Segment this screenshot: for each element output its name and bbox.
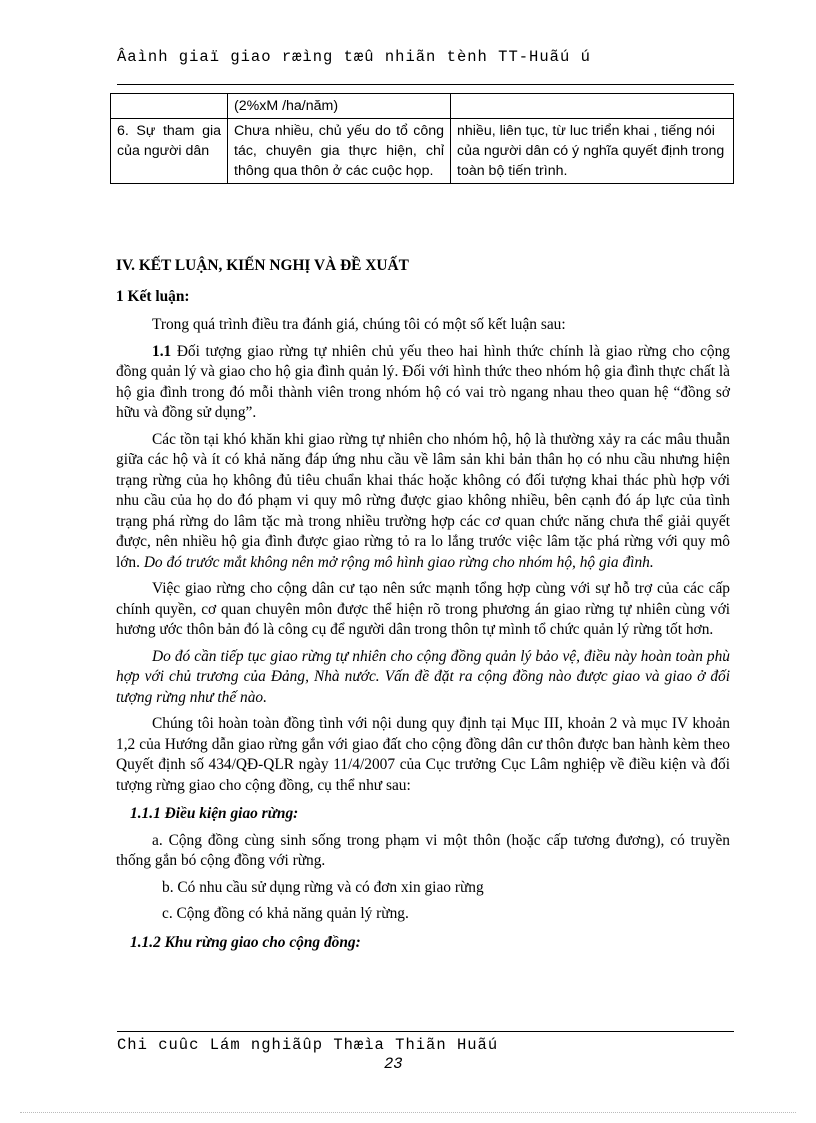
- comparison-table: [110, 93, 734, 184]
- table-cell: nhiều, liên tục, từ luc triển khai , tiếng nói của người dân có ý nghĩa quyết định trong toàn bộ tiến trình.: [451, 119, 734, 184]
- heading-1-1-2: 1.1.2 Khu rừng giao cho cộng đồng:: [130, 933, 361, 951]
- subsection-title: 1 Kết luận:: [116, 287, 190, 305]
- table-cell: 6. Sự tham gia của người dân: [111, 119, 228, 184]
- list-item-b: b. Có nhu cầu sử dụng rừng và có đơn xin giao rừng: [162, 878, 484, 896]
- paragraph-1-1: [116, 342, 730, 424]
- list-item-a: a. Cộng đồng cùng sinh sống trong phạm vi một thôn (hoặc cấp tương đương), có truyền thống gắn bó cộng đồng với rừng.: [116, 831, 730, 869]
- footer-rule: [117, 1031, 734, 1032]
- running-footer: Chi cuûc Lám nghiãûp Thæìa Thiãn Huãú: [117, 1036, 499, 1054]
- page-number: 23: [384, 1055, 403, 1073]
- table-cell: Chưa nhiều, chủ yếu do tổ công tác, chuyên gia thực hiện, chỉ thông qua thôn ở các cuộc họp.: [228, 119, 451, 184]
- paragraph-4: Do đó cần tiếp tục giao rừng tự nhiên cho cộng đồng quản lý bảo vệ, điều này hoàn toàn phù hợp với chủ trương của Đảng, Nhà nước. Vấn đề đặt ra cộng đồng nào được giao và giao ở đối tượng rừng như thế nào.: [116, 647, 730, 706]
- paragraph-number: 1.1: [152, 342, 172, 360]
- heading-1-1-1: 1.1.1 Điều kiện giao rừng:: [130, 805, 299, 822]
- table-cell: [451, 94, 734, 119]
- list-item-c: c. Cộng đồng có khả năng quản lý rừng.: [162, 905, 409, 922]
- paragraph-5: Chúng tôi hoàn toàn đồng tình với nội dung quy định tại Mục III, khoản 2 và mục IV khoản 1,2 của Hướng dẫn giao rừng gắn với giao đất cho cộng đồng dân cư thôn được ban hành kèm theo Quyết định số 434/QĐ-QLR ngày 11/4/2007 của Cục trưởng Cục Lâm nghiệp về điều kiện và đối tượng rừng giao cho cộng đồng, cụ thể như sau:: [116, 715, 730, 794]
- table-cell: (2%xM /ha/năm): [228, 94, 451, 119]
- emphasis-text: Do đó trước mắt không nên mở rộng mô hình giao rừng cho nhóm hộ, hộ gia đình.: [143, 553, 654, 571]
- paragraph-2: [116, 430, 730, 574]
- header-rule: [117, 84, 734, 85]
- document-body: [116, 256, 730, 953]
- paragraph-text: Các tồn tại khó khăn khi giao rừng tự nhiên cho nhóm hộ, hộ là thường xảy ra các mâu thuẫn giữa các hộ và ít có khả năng đáp ứng nhu cầu về lâm sản khi bản thân họ có nhu cầu nhưng hiện trạng rừng của họ không đủ tiêu chuẩn khai thác hoặc không có đối tượng khai thác phù hợp với nhu cầu của họ do đó phạm vi quy mô rừng được giao không nhiều, bên cạnh đó áp lực của tình trạng phá rừng do lâm tặc mà trong nhiều trường hợp các cơ quan chức năng chưa thể giải quyết được, nên nhiều hộ gia đình được giao rừng tỏ ra lo lắng trước việc lâm tặc phá rừng với quy mô lớn.: [116, 430, 730, 571]
- paragraph-3: Việc giao rừng cho cộng dân cư tạo nên sức mạnh tổng hợp cùng với sự hỗ trợ của các cấp chính quyền, cơ quan chuyên môn được thể hiện rõ trong phương án giao rừng tự nhiên cùng với hương ước thôn bản đó là công cụ để người dân trong thôn tự mình tổ chức quản lý rừng tốt hơn.: [116, 580, 730, 638]
- table-row: [111, 119, 734, 184]
- intro-paragraph: Trong quá trình điều tra đánh giá, chúng tôi có một số kết luận sau:: [152, 316, 566, 333]
- table-row: [111, 94, 734, 119]
- section-title: IV. KẾT LUẬN, KIẾN NGHỊ VÀ ĐỀ XUẤT: [116, 257, 409, 274]
- paragraph-text: Đối tượng giao rừng tự nhiên chủ yếu theo hai hình thức chính là giao rừng cho cộng đồng quản lý và giao cho hộ gia đình quản lý. Đối với hình thức theo nhóm hộ gia đình thực chất là hộ gia đình trong đó mỗi thành viên trong nhóm hộ có vai trò ngang nhau theo quan hệ “đồng sở hữu và đồng sử dụng”.: [116, 342, 730, 421]
- page-edge-line: [20, 1112, 796, 1113]
- running-header: Âaình giaï giao ræìng tæû nhiãn tènh TT-Huãú ú: [117, 48, 591, 66]
- table-cell: [111, 94, 228, 119]
